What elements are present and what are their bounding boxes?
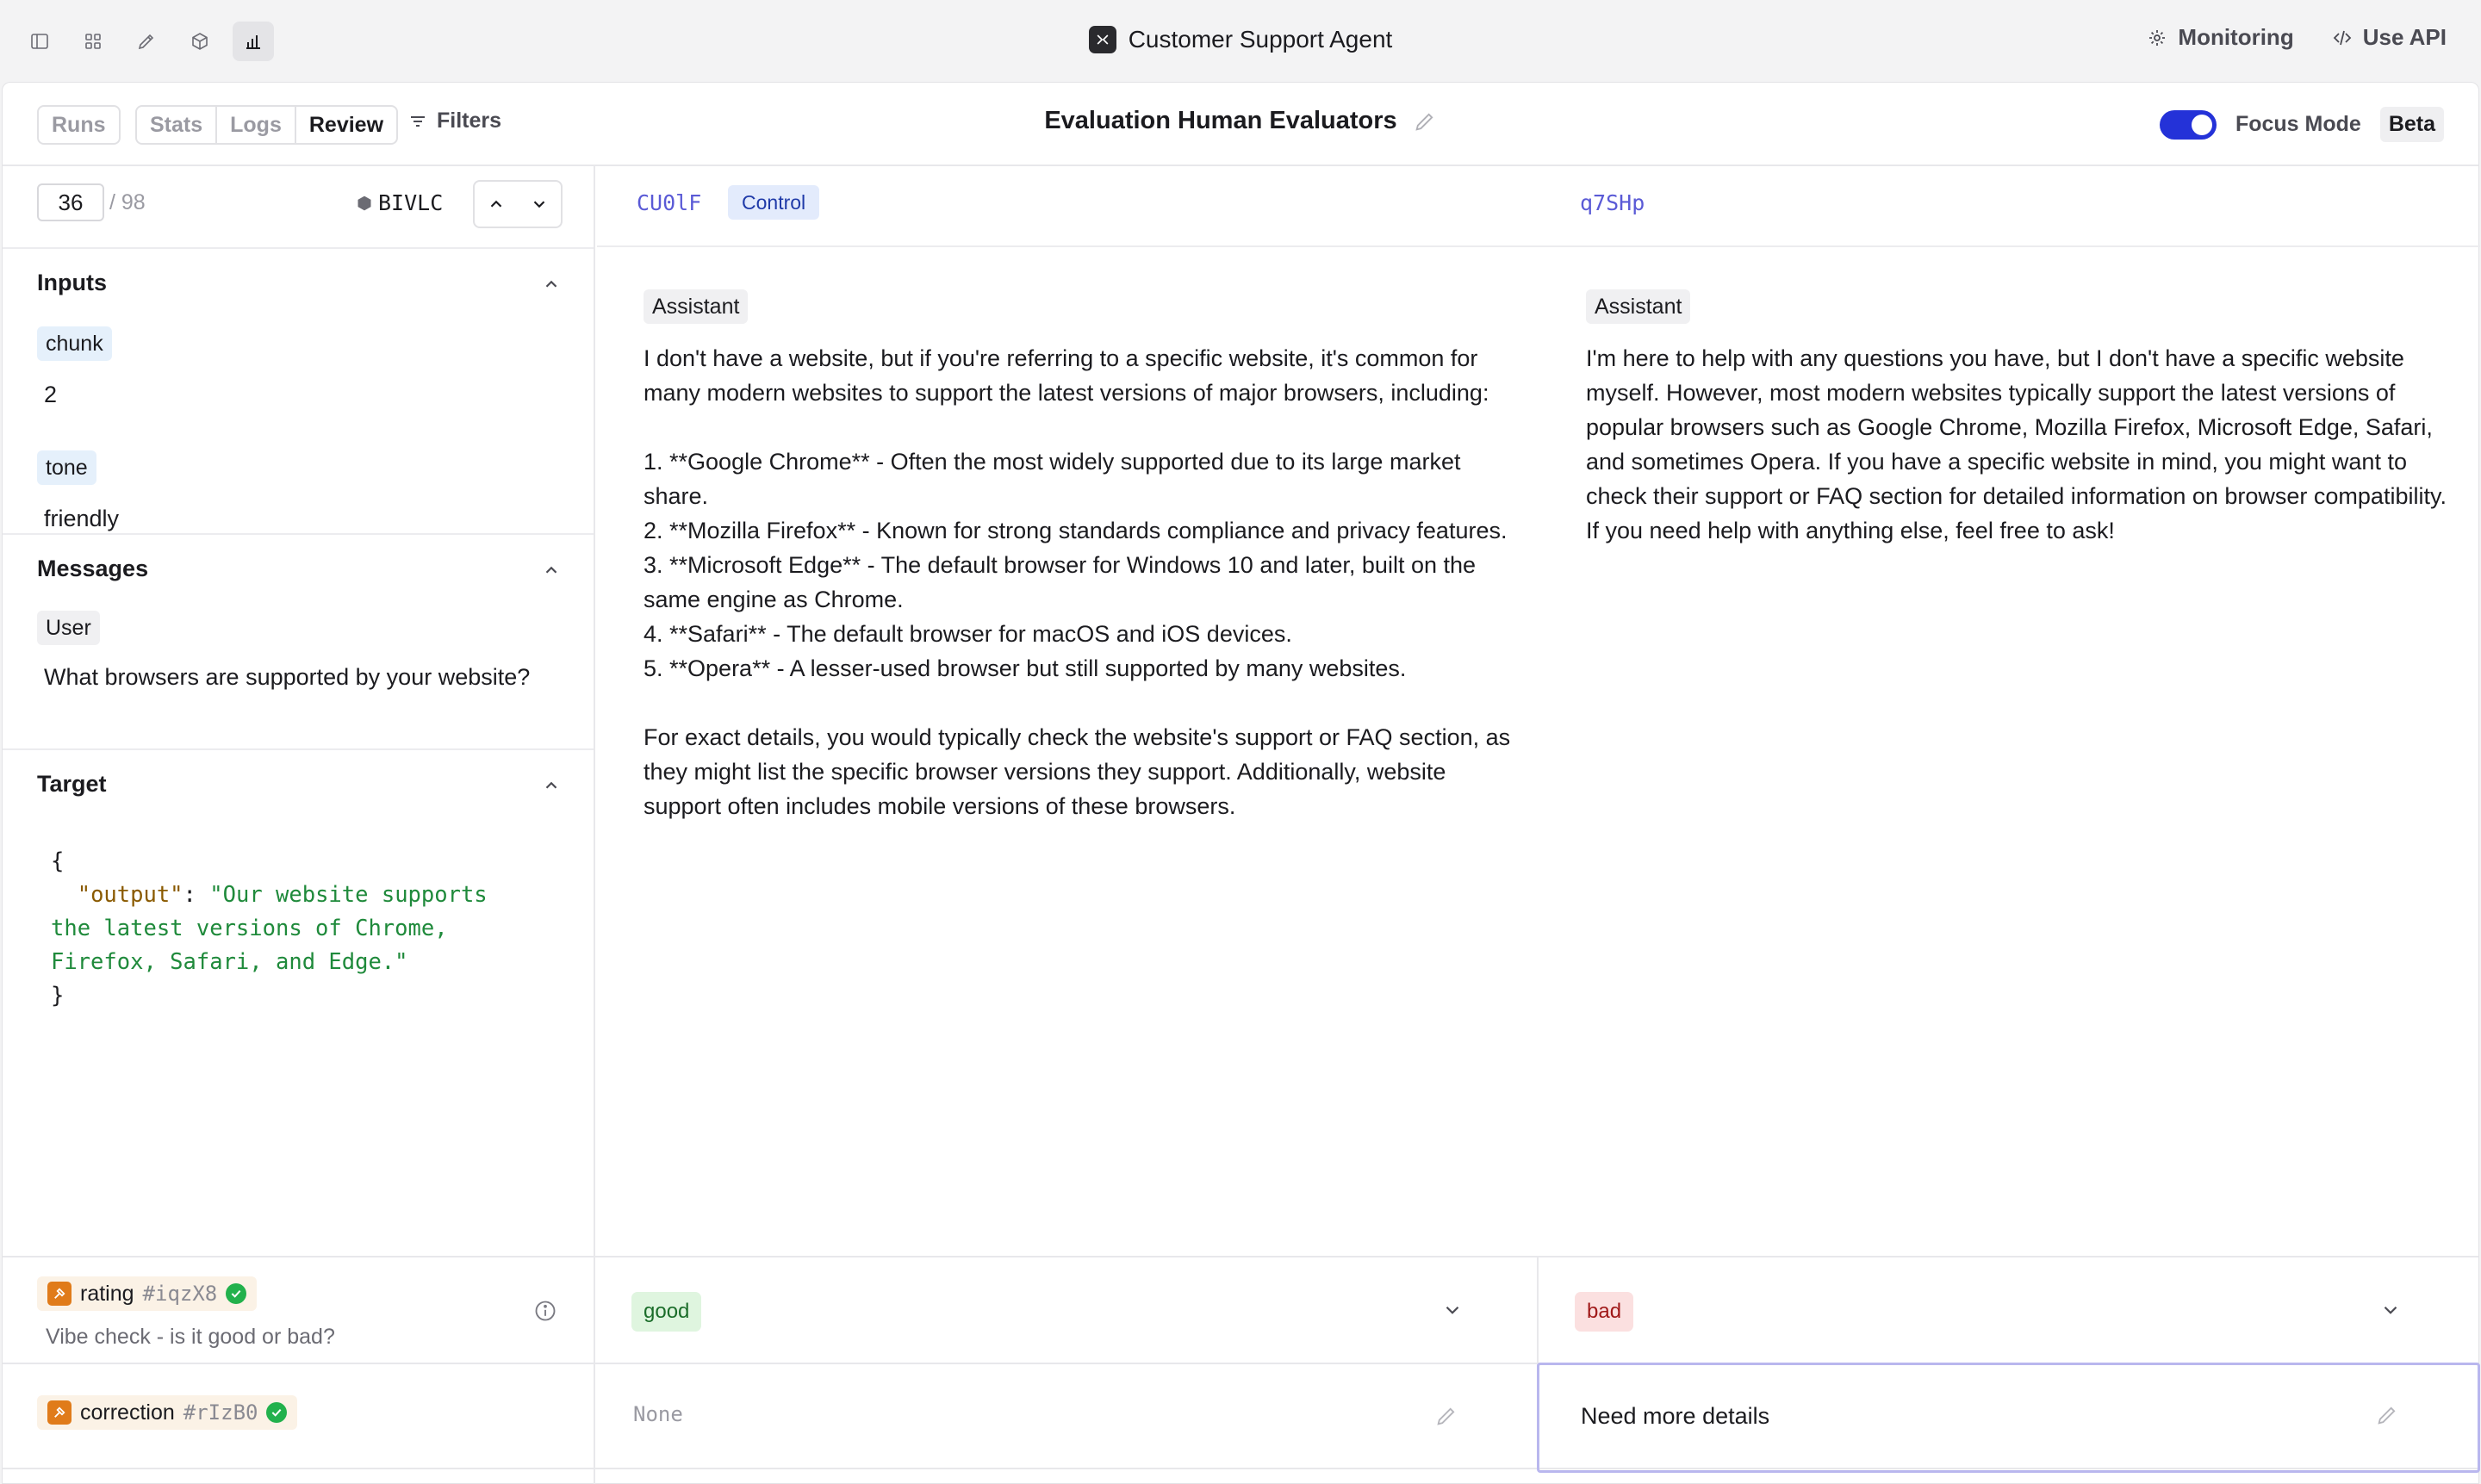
response-role: Assistant [644, 289, 748, 324]
experiment-id-link[interactable]: q7SHp [1580, 190, 1645, 215]
scorer-name: rating [80, 1282, 134, 1306]
beta-badge: Beta [2380, 107, 2444, 142]
use-api-button[interactable] [2332, 24, 2447, 51]
rating-select[interactable] [1539, 1257, 2480, 1363]
column-header-2 [1539, 166, 2480, 247]
json-value-line-3: Firefox, Safari, and Edge." [51, 949, 408, 975]
json-value-line-1: "Our website supports [209, 882, 488, 908]
evaluation-title [3, 107, 2478, 135]
correction-field[interactable] [597, 1364, 1539, 1468]
chevron-down-icon [2379, 1299, 2402, 1321]
check-icon [266, 1402, 287, 1423]
json-close-brace: } [51, 983, 65, 1009]
response-column-1 [644, 289, 1522, 823]
focus-mode [2160, 107, 2444, 142]
messages-title: Messages [37, 556, 149, 581]
control-badge: Control [728, 185, 819, 220]
monitoring-label: Monitoring [2178, 24, 2294, 50]
score-row-correction [3, 1363, 2478, 1469]
target-title: Target [37, 771, 107, 797]
gear-icon [2147, 28, 2167, 48]
collapse-messages-icon[interactable] [542, 561, 561, 580]
correction-value: None [633, 1402, 683, 1426]
focus-mode-label: Focus Mode [2235, 112, 2361, 136]
scorer-name: correction [80, 1400, 175, 1425]
main-panel [2, 82, 2479, 1484]
app-bar [0, 0, 2481, 82]
message-role: User [37, 611, 100, 645]
tab-stats[interactable]: Stats [150, 112, 203, 137]
edit-pencil-icon[interactable] [2375, 1403, 2399, 1427]
focus-mode-toggle[interactable] [2160, 110, 2217, 140]
input-key-chunk: chunk [37, 326, 112, 361]
row-index-input[interactable]: 36 [37, 183, 104, 221]
tab-runs[interactable]: Runs [52, 112, 106, 137]
evaluation-title-text: Evaluation Human Evaluators [1044, 107, 1397, 134]
tab-review[interactable]: Review [295, 107, 396, 143]
json-colon: : [183, 882, 210, 908]
chevron-up-icon [487, 195, 506, 214]
hammer-icon [47, 1282, 72, 1306]
target-section [3, 748, 594, 1165]
json-open-brace: { [51, 848, 65, 874]
tab-logs[interactable]: Logs [215, 107, 295, 143]
check-icon [226, 1283, 246, 1304]
hash-symbol: # [183, 1400, 196, 1425]
info-icon[interactable] [533, 1299, 557, 1323]
app-actions [2147, 24, 2447, 51]
target-json [51, 845, 488, 1013]
chevron-down-icon [530, 195, 549, 214]
response-column-2 [1586, 289, 2453, 548]
messages-section [3, 533, 594, 748]
scorer-id-text: rIzB0 [196, 1400, 258, 1425]
rating-value: good [631, 1292, 701, 1332]
scorer-cell [3, 1257, 595, 1363]
scorer-id [183, 1395, 258, 1430]
scorer-id-text: iqzX8 [155, 1282, 218, 1306]
app-logo-icon [1089, 26, 1116, 53]
next-row-button[interactable] [518, 182, 561, 227]
scorer-cell [3, 1364, 595, 1468]
scorer-tag [37, 1276, 257, 1311]
app-title-text: Customer Support Agent [1128, 26, 1393, 53]
row-navigation [3, 166, 594, 247]
inputs-title: Inputs [37, 270, 107, 295]
row-id-text: BIVLC [378, 190, 444, 215]
edit-title-icon[interactable] [1413, 109, 1437, 133]
review-toolbar [3, 83, 2478, 166]
monitoring-button[interactable] [2147, 24, 2293, 51]
correction-field-selected[interactable] [1537, 1363, 2480, 1473]
use-api-label: Use API [2362, 24, 2447, 50]
input-key-tone: tone [37, 450, 96, 485]
row-total: / 98 [109, 190, 146, 214]
row-stepper [473, 180, 563, 228]
input-value-chunk: 2 [44, 382, 58, 407]
edit-pencil-icon[interactable] [1434, 1404, 1458, 1428]
score-row-rating [3, 1256, 2478, 1363]
row-id [356, 190, 443, 215]
response-text: I don't have a website, but if you're referring to a specific website, it's common for many modern websites to support the latest versions of major browsers, including: 1. **Google Chrome** - Often the most widely supported due to its large market share. 2. **Mozilla Firefox** - Known for strong standards compliance and privacy features. 3. **Microsoft Edge** - The default browser for Windows 10 and later, built on the same engine as Chrome. 4. **Safari** - The default browser for macOS and iOS devices. 5. **Opera** - A lesser-used browser but still supported by many websites. For exact details, you would typically check the website's support or FAQ section, as they might list the specific browser versions they support. Additionally, website support often includes mobile versions of these browsers. [644, 345, 1511, 819]
correction-value: Need more details [1581, 1403, 1770, 1429]
scorer-description: Vibe check - is it good or bad? [46, 1325, 335, 1349]
collapse-target-icon[interactable] [542, 776, 561, 795]
json-value-line-2: the latest versions of Chrome, [51, 916, 448, 941]
rating-select[interactable] [597, 1257, 1539, 1363]
response-text: I'm here to help with any questions you have, but I don't have a specific website myself. However, most modern websites typically support the latest versions of popular browsers such as Google Chrome, Mozilla Firefox, Microsoft Edge, Safari, and sometimes Opera. If you have a specific website in mind, you might want to check their support or FAQ section for detailed information on browser compatibility. If you need help with anything else, feel free to ask! [1586, 345, 2453, 543]
app-title [0, 26, 2481, 53]
rating-value: bad [1575, 1292, 1633, 1332]
hash-symbol: # [142, 1282, 155, 1306]
experiment-id-link[interactable]: CU0lF [637, 190, 702, 215]
input-value-tone: friendly [44, 506, 120, 531]
code-icon [2332, 28, 2353, 48]
chevron-down-icon [1441, 1299, 1464, 1321]
filters-label: Filters [437, 109, 502, 133]
cube-icon [356, 195, 373, 212]
response-role: Assistant [1586, 289, 1690, 324]
hammer-icon [47, 1400, 72, 1425]
inputs-section [3, 247, 594, 533]
message-text: What browsers are supported by your website? [44, 664, 531, 690]
collapse-inputs-icon[interactable] [542, 275, 561, 294]
scorer-tag [37, 1395, 297, 1430]
column-header-1 [597, 166, 1539, 247]
json-key: "output" [77, 882, 183, 908]
scorer-id [143, 1276, 218, 1311]
previous-row-button[interactable] [475, 182, 518, 227]
